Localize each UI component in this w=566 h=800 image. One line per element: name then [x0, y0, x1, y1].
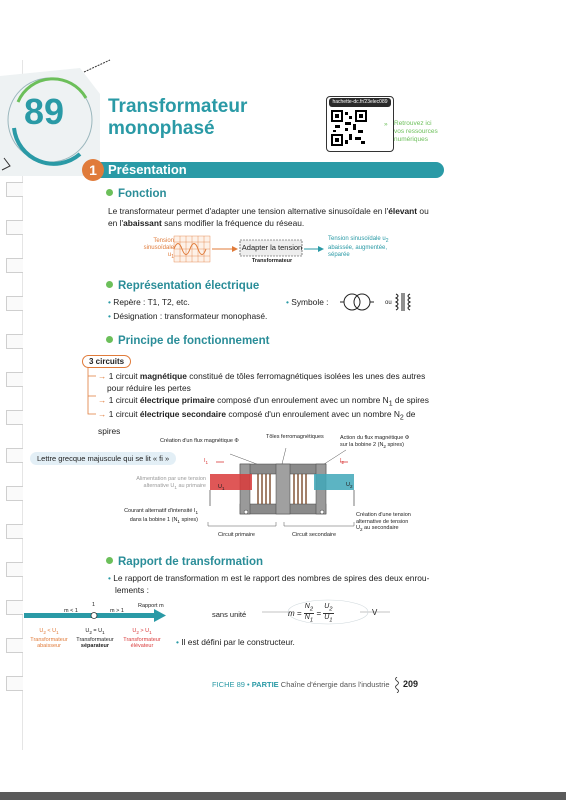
input-voltage-label: Tension sinusoïdale $u_1$ [143, 238, 174, 261]
bullet-dot-icon [106, 281, 113, 288]
bullet-dot-icon [106, 557, 113, 564]
label-i1: $I_1$ [204, 458, 209, 466]
label-i2: $I_2$ [340, 458, 345, 466]
transformer-caption: Transformateur [251, 258, 293, 264]
scale-m-greater: m > 1 [110, 608, 124, 614]
heading-representation: Représentation électrique [106, 280, 259, 292]
transformer-symbol-icon [340, 290, 420, 314]
page-title-line1: Transformateur [108, 96, 248, 117]
heading-principe: Principe de fonctionnement [106, 335, 269, 347]
page-title-line2: monophasé [108, 118, 215, 139]
scale-m-less: m < 1 [64, 608, 78, 614]
scan-edge-bar [0, 792, 566, 800]
sheet-number: 89 [24, 91, 65, 132]
arrow-right-icon: » [384, 121, 388, 128]
page-number: 209 [403, 679, 419, 689]
greek-letter-note: Lettre grecque majuscule qui se lit « fi » [30, 452, 176, 465]
bullet-dot-icon [106, 336, 113, 343]
label-alimentation: Alimentation par une tension alternative $U_1$ au primaire [136, 476, 206, 490]
representation-item2: • Désignation : transformateur monophasé. [108, 311, 268, 321]
unit-v: V [372, 608, 378, 617]
label-circuit-primaire: Circuit primaire [218, 532, 255, 538]
rapport-text: • Le rapport de transformation m est le rapport des nombres de spires des deux enrou- lements : [108, 573, 430, 595]
case-elevateur: $U_2 > U_1$ Transformateur élévateur [123, 628, 161, 650]
principe-line2: → 1 circuit électrique primaire composé d'un enroulement avec un nombre $N_1$ de spires [98, 395, 429, 408]
symbol-or: ou [385, 300, 392, 306]
rapport-note: • Il est défini par le constructeur. [176, 637, 295, 647]
three-circuits-pill: 3 circuits [82, 355, 131, 368]
footer-divider [393, 677, 401, 693]
footer-breadcrumb: FICHE 89 • PARTIE Chaîne d'énergie dans l'industrie [212, 680, 390, 689]
qr-caption-line1: Retrouvez ici [394, 120, 432, 127]
sans-unite-label: sans unité [212, 610, 247, 619]
output-voltage-label: Tension sinusoïdale $u_2$ abaissée, augmentée, séparée [328, 236, 389, 259]
label-creation-tension: Création d'une tension alternative de tension $U_2$ au secondaire [356, 512, 411, 533]
case-separateur: $U_2 = U_1$ Transformateur séparateur [76, 628, 114, 650]
heading-rapport: Rapport de transformation [106, 556, 263, 568]
fonction-text: Le transformateur permet d'adapter une tension alternative sinusoïdale en l'élevant ou en l'abaissant sans modifier la fréquence du réseau. [108, 206, 429, 228]
circuit-braces [206, 522, 356, 532]
label-u1: $U_1$ [218, 484, 225, 492]
qr-code-icon[interactable] [331, 110, 367, 146]
label-action-flux: Action du flux magnétique Φ sur la bobine 2 ($N_2$ spires) [340, 435, 410, 449]
label-creation-flux: Création d'un flux magnétique Φ [160, 438, 239, 444]
scale-one: 1 [92, 602, 96, 608]
qr-caption-line2: vos ressources [394, 128, 438, 135]
qr-caption [384, 120, 438, 144]
case-abaisseur: $U_2 < U_1$ Transformateur abaisseur [30, 628, 68, 650]
label-toles: Tôles ferromagnétiques [266, 434, 324, 440]
rapport-formula: m = $\frac{N_2}{N_1}$ = $\frac{U_2}{U_1}$ [288, 603, 333, 624]
symbol-label: • Symbole : [286, 297, 329, 307]
circuits-bracket [84, 368, 98, 420]
section-number: 1 [82, 159, 104, 181]
section-title: Présentation [108, 162, 187, 177]
label-circuit-secondaire: Circuit secondaire [292, 532, 337, 538]
qr-url[interactable]: hachette-dc.fr/23elec089 [329, 98, 391, 107]
scale-label: Rapport m [138, 603, 164, 609]
principe-line3: → 1 circuit électrique secondaire composé d'un enroulement avec un nombre $N_2$ de spires [98, 409, 416, 436]
adapt-voltage-box-label: Adapter la tension [241, 243, 303, 252]
label-u2: $U_2$ [346, 482, 353, 490]
qr-caption-line3: numériques [394, 136, 428, 143]
principe-line1: → 1 circuit magnétique constitué de tôles ferromagnétiques isolées les unes des autres pour réduire les pertes [98, 371, 426, 393]
representation-item1: • Repère : T1, T2, etc. [108, 297, 190, 307]
fonction-diagram [172, 234, 434, 266]
heading-fonction: Fonction [106, 188, 167, 200]
label-courant: Courant alternatif d'intensité $I_1$ dans la bobine 1 ($N_1$ spires) [124, 508, 198, 524]
bullet-dot-icon [106, 189, 113, 196]
